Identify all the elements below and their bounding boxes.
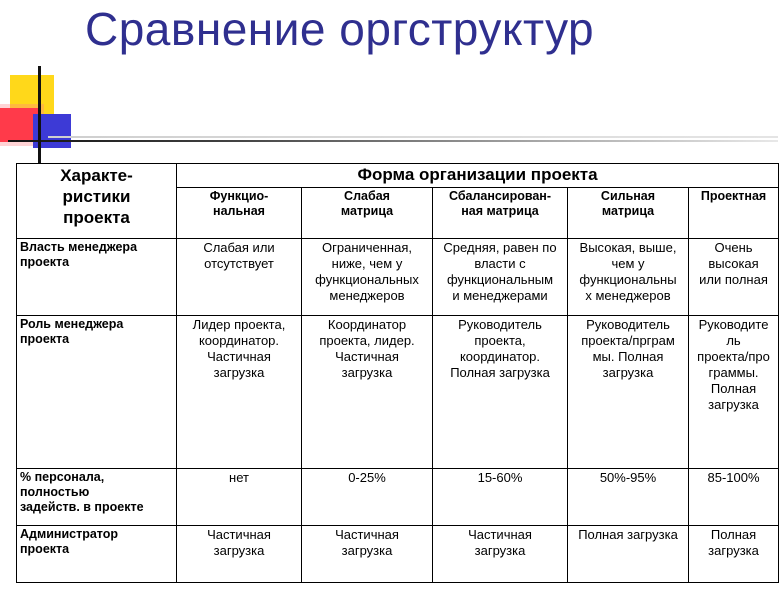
- col-header-strong-matrix: Сильная матрица: [568, 188, 689, 239]
- cell-admin-weak: Частичная загрузка: [302, 526, 433, 583]
- col-header-functional: Функцио- нальная: [177, 188, 302, 239]
- cell-role-strong: Руководитель проекта/прграм мы. Полная загрузка: [568, 316, 689, 469]
- cell-admin-balanced: Частичная загрузка: [433, 526, 568, 583]
- cell-authority-balanced: Средняя, равен по власти с функциональным и менеджерами: [433, 239, 568, 316]
- decor-gray-rule: [48, 136, 778, 138]
- col-header-balanced-matrix: Сбалансирован- ная матрица: [433, 188, 568, 239]
- cell-role-functional: Лидер проекта, координатор. Частичная загрузка: [177, 316, 302, 469]
- cell-authority-projectized: Очень высокая или полная: [689, 239, 779, 316]
- slide-title: Сравнение оргструктур: [85, 3, 595, 55]
- decor-horizontal-rule: [8, 140, 778, 142]
- row-label-authority: Власть менеджера проекта: [17, 239, 177, 316]
- cell-role-projectized: Руководите ль проекта/про граммы. Полная загрузка: [689, 316, 779, 469]
- table-row: [17, 239, 779, 316]
- cell-staff-weak: 0-25%: [302, 469, 433, 526]
- table-row: [17, 316, 779, 469]
- project-form-header: Форма организации проекта: [177, 164, 779, 188]
- row-label-role: Роль менеджера проекта: [17, 316, 177, 469]
- cell-role-weak: Координатор проекта, лидер. Частичная загрузка: [302, 316, 433, 469]
- cell-admin-strong: Полная загрузка: [568, 526, 689, 583]
- cell-staff-projectized: 85-100%: [689, 469, 779, 526]
- cell-authority-strong: Высокая, выше, чем у функциональны х менеджеров: [568, 239, 689, 316]
- characteristics-header: Характе- ристики проекта: [17, 164, 177, 239]
- cell-staff-strong: 50%-95%: [568, 469, 689, 526]
- cell-staff-functional: нет: [177, 469, 302, 526]
- table-row: [17, 526, 779, 583]
- cell-staff-balanced: 15-60%: [433, 469, 568, 526]
- col-header-projectized: Проектная: [689, 188, 779, 239]
- table-row: [17, 469, 779, 526]
- row-label-staff: % персонала, полностью задейств. в проекте: [17, 469, 177, 526]
- cell-admin-functional: Частичная загрузка: [177, 526, 302, 583]
- row-label-admin: Администратор проекта: [17, 526, 177, 583]
- cell-authority-functional: Слабая или отсутствует: [177, 239, 302, 316]
- col-header-weak-matrix: Слабая матрица: [302, 188, 433, 239]
- cell-admin-projectized: Полная загрузка: [689, 526, 779, 583]
- comparison-table: [16, 163, 779, 583]
- cell-role-balanced: Руководитель проекта, координатор. Полная загрузка: [433, 316, 568, 469]
- decor-vertical-rule: [38, 66, 41, 164]
- table-header-row: [17, 164, 779, 188]
- cell-authority-weak: Ограниченная, ниже, чем у функциональных менеджеров: [302, 239, 433, 316]
